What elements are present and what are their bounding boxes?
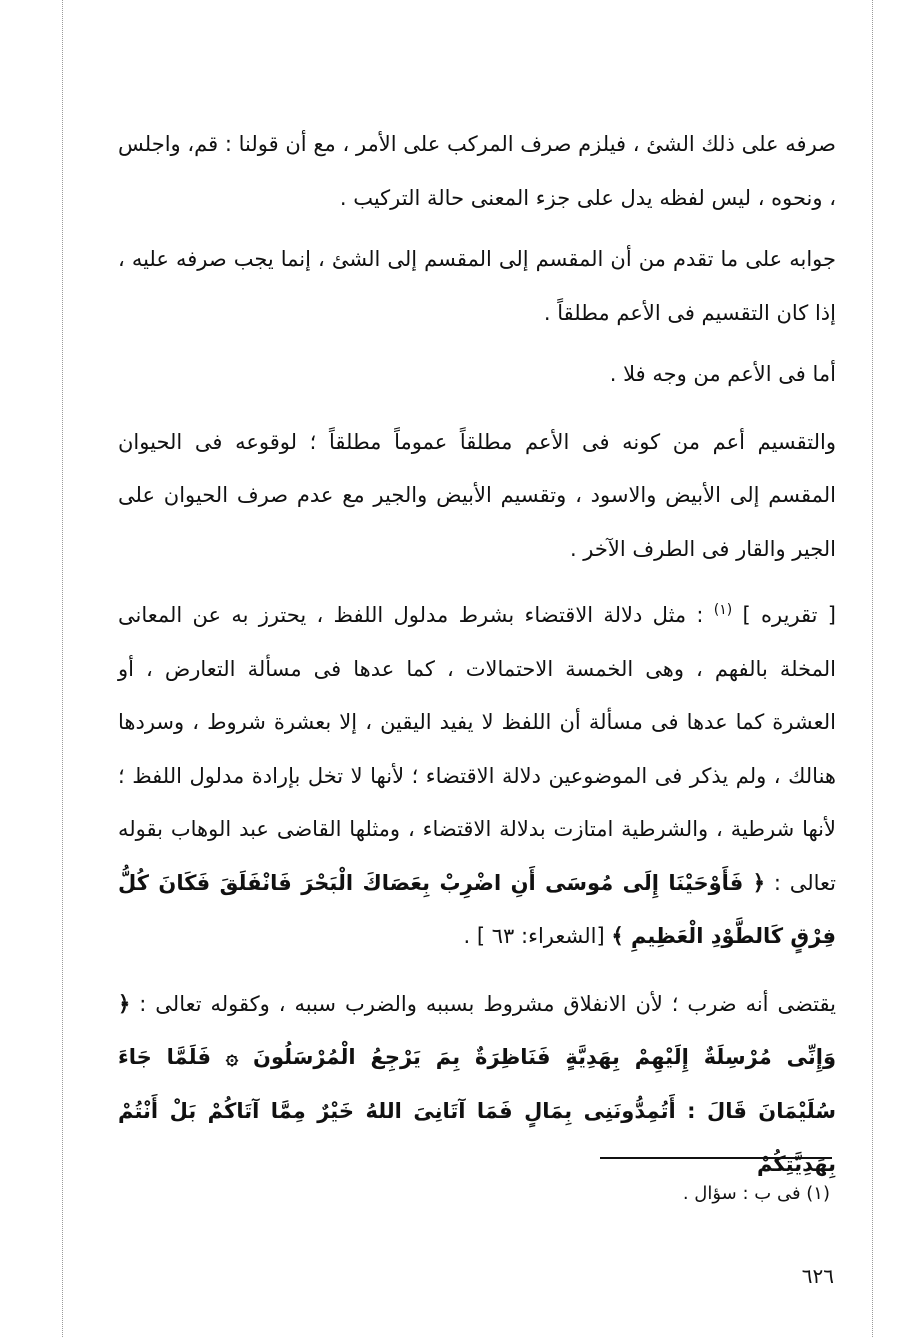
- left-scan-margin-line: [62, 0, 63, 1337]
- paragraph-6: [118, 978, 836, 1192]
- paragraph-4: والتقسيم أعم من كونه فى الأعم مطلقاً عموماً مطلقاً ؛ لوقوعه فى الحيوان المقسم إلى الأبيض والاسود ، وتقسيم الأبيض والجير مع عدم صرف الحيوان على الجير والقار فى الطرف الآخر .: [118, 429, 836, 561]
- footnote-reference: (١): [713, 602, 733, 618]
- paragraph-6-text: يقتضى أنه ضرب ؛ لأن الانفلاق مشروط بسببه والضرب سببه ، وكقوله تعالى :: [130, 991, 836, 1016]
- footnote-separator: [600, 1157, 832, 1159]
- paragraph-5: [118, 584, 836, 964]
- verse-citation: [الشعراء: ٦٣ ] .: [463, 924, 612, 948]
- main-text: [118, 118, 836, 1192]
- paragraph-3: أما فى الأعم من وجه فلا .: [609, 362, 836, 386]
- paragraph-2: جوابه على ما تقدم من أن المقسم إلى المقسم إلى الشئ ، إنما يجب صرفه عليه ، إذا كان التقسيم فى الأعم مطلقاً .: [118, 247, 836, 325]
- paragraph-1: صرفه على ذلك الشئ ، فيلزم صرف المركب على الأمر ، مع أن قولنا : قم، واجلس ، ونحوه ، ليس لفظه يدل على جزء المعنى حالة التركيب .: [118, 132, 836, 210]
- paragraph-5-text: : مثل دلالة الاقتضاء بشرط مدلول اللفظ ، يحترز به عن المعانى المخلة بالفهم ، وهى الخمسة الاحتمالات ، كما عدها فى مسألة التعارض ، أو العشرة كما عدها فى مسألة أن اللفظ لا يفيد اليقين ، إلا بعشرة شروط ، وسردها هنالك ، ولم يذكر فى الموضوعين دلالة الاقتضاء ؛ لأنها لا تخل بإرادة مدلول اللفظ ؛ لأنها شرطية ، والشرطية امتازت بدلالة الاقتضاء ، ومثلها القاضى عبد الوهاب بقوله تعالى :: [118, 603, 836, 895]
- right-scan-margin-line: [872, 0, 873, 1337]
- paragraph-5-lead: [ تقريره ]: [742, 603, 836, 627]
- page-number: ٦٢٦: [801, 1264, 834, 1288]
- footnote: (١) فى ب : سؤال .: [682, 1183, 830, 1204]
- quran-verse-1: ﴿ فَأَوْحَيْنَا إِلَى مُوسَى أَنِ اضْرِبْ بِعَصَاكَ الْبَحْرَ فَانْفَلَقَ فَكَانَ كُلُّ فِرْقٍ كَالطَّوْدِ الْعَظِيمِ ﴾: [118, 870, 836, 948]
- quran-verse-2: ﴿ وَإِنِّى مُرْسِلَةٌ إِلَيْهِمْ بِهَدِيَّةٍ فَنَاظِرَةٌ بِمَ يَرْجِعُ الْمُرْسَلُونَ ۞ فَلَمَّا جَاءَ سُلَيْمَانَ قَالَ : أَتُمِدُّونَنِى بِمَالٍ فَمَا آتَانِىَ اللهُ خَيْرٌ مِمَّا آتَاكُمْ بَلْ أَنْتُمْ بِهَدِيَّتِكُمْ: [118, 991, 836, 1176]
